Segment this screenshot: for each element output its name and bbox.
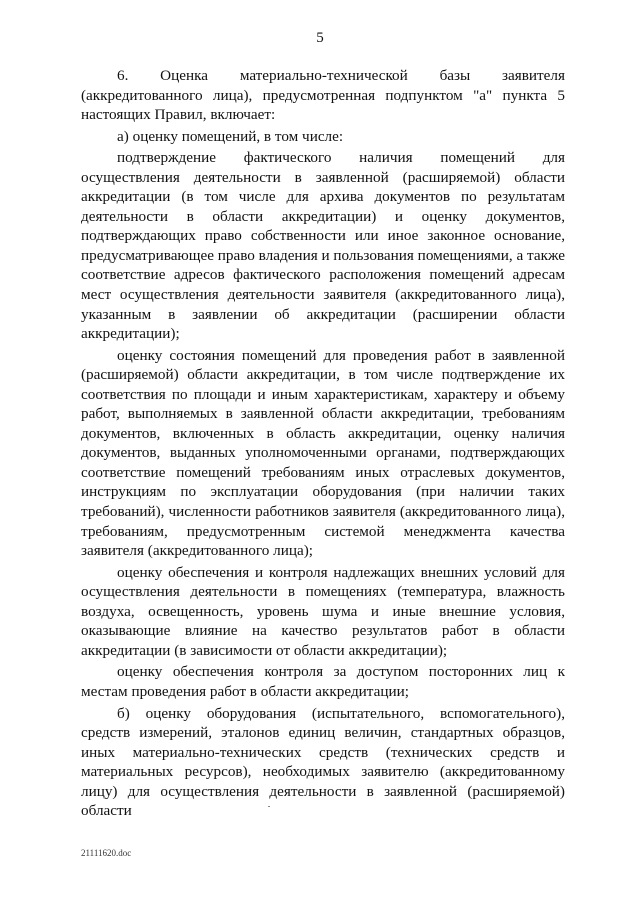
paragraph-access-control: оценку обеспечения контроля за доступом посторонних лиц к местам проведения работ в области аккредитации; — [81, 663, 565, 700]
page-number: 5 — [316, 30, 324, 46]
paragraph-item-6: 6. Оценка материально-технической базы заявителя (аккредитованного лица), предусмотренная подпунктом "а" пункта 5 настоящих Правил, включает: — [81, 67, 565, 124]
paragraph-subitem-a: а) оценку помещений, в том числе: — [117, 127, 344, 145]
paragraph-premises-confirmation: подтверждение фактического наличия помещений для осуществления деятельности в заявленной (расширяемой) области аккредитации (в том числе для архива документов по результатам деятельности в области аккредитации) и оценку документов, подтверждающих право собственности или иное законное основание, предусматривающее право владения и пользования помещениями, а также соответствие адресов фактического расположения помещений адресам мест осуществления деятельности заявителя (аккредитованного лица), указанным в заявлении об аккредитации (расширении области аккредитации); — [81, 149, 565, 343]
footer-document-code: 21111620.doc — [81, 848, 132, 858]
document-body — [81, 66, 565, 823]
paragraph-external-conditions: оценку обеспечения и контроля надлежащих внешних условий для осуществления деятельности в помещениях (температура, влажность воздуха, освещенность, уровень шума и иные внешние условия, оказывающие влияние на качество результатов работ в области аккредитации (в зависимости от области аккредитации); — [81, 563, 565, 659]
scan-artifact — [268, 806, 270, 807]
paragraph-subitem-b: б) оценку оборудования (испытательного, вспомогательного), средств измерений, эталонов единиц величин, стандартных образцов, иных материально-технических средств (технических средств и материальных ресурсов), необходимых заявителю (аккредитованному лицу) для осуществления деятельности в заявленной (расширяемой) области — [81, 704, 565, 820]
paragraph-premises-condition: оценку состояния помещений для проведения работ в заявленной (расширяемой) области аккредитации, в том числе подтверждение их соответствия по площади и иным характеристикам, характеру и объему работ, выполняемых в заявленной области аккредитации, требованиям документов, включенных в область аккредитации, оценку наличия документов, выданных уполномоченными органами, подтверждающих соответствие помещений требованиям иных отраслевых документов, инструкциям по эксплуатации оборудования (при наличии таких требований), численности работников заявителя (аккредитованного лица), требованиям, предусмотренным системой менеджмента качества заявителя (аккредитованного лица); — [81, 346, 565, 560]
